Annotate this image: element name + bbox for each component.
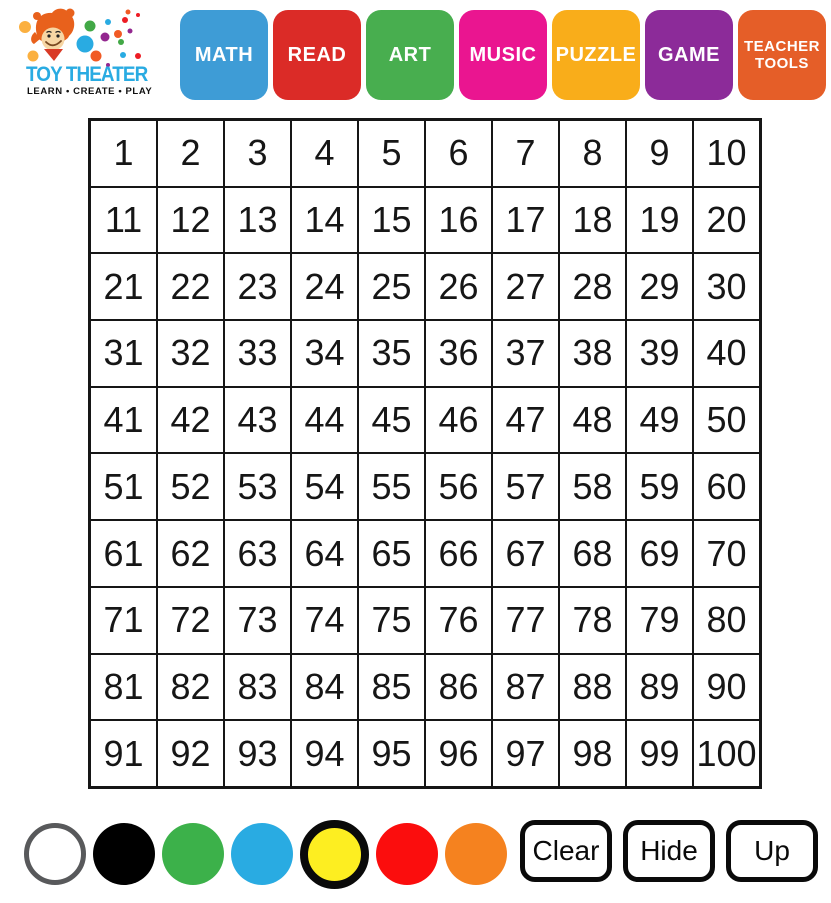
color-swatch-white[interactable] bbox=[24, 823, 86, 885]
chart-cell-1[interactable]: 1 bbox=[91, 121, 156, 186]
chart-cell-38[interactable]: 38 bbox=[560, 321, 625, 386]
chart-cell-37[interactable]: 37 bbox=[493, 321, 558, 386]
chart-cell-54[interactable]: 54 bbox=[292, 454, 357, 519]
chart-cell-14[interactable]: 14 bbox=[292, 188, 357, 253]
logo-tagline: LEARN • CREATE • PLAY bbox=[27, 86, 153, 97]
chart-cell-74[interactable]: 74 bbox=[292, 588, 357, 653]
color-swatch-yellow[interactable] bbox=[300, 820, 369, 889]
chart-cell-7[interactable]: 7 bbox=[493, 121, 558, 186]
chart-cell-43[interactable]: 43 bbox=[225, 388, 290, 453]
chart-cell-48[interactable]: 48 bbox=[560, 388, 625, 453]
chart-cell-40[interactable]: 40 bbox=[694, 321, 759, 386]
chart-cell-41[interactable]: 41 bbox=[91, 388, 156, 453]
color-swatch-black[interactable] bbox=[93, 823, 155, 885]
chart-cell-77[interactable]: 77 bbox=[493, 588, 558, 653]
chart-cell-23[interactable]: 23 bbox=[225, 254, 290, 319]
chart-cell-21[interactable]: 21 bbox=[91, 254, 156, 319]
chart-cell-75[interactable]: 75 bbox=[359, 588, 424, 653]
chart-cell-56[interactable]: 56 bbox=[426, 454, 491, 519]
chart-cell-52[interactable]: 52 bbox=[158, 454, 223, 519]
jester-icon bbox=[18, 6, 170, 68]
clear-button[interactable]: Clear bbox=[520, 820, 612, 882]
color-swatch-blue[interactable] bbox=[231, 823, 293, 885]
chart-cell-73[interactable]: 73 bbox=[225, 588, 290, 653]
main-nav bbox=[180, 10, 826, 100]
chart-cell-31[interactable]: 31 bbox=[91, 321, 156, 386]
chart-cell-68[interactable]: 68 bbox=[560, 521, 625, 586]
chart-cell-79[interactable]: 79 bbox=[627, 588, 692, 653]
chart-cell-35[interactable]: 35 bbox=[359, 321, 424, 386]
chart-cell-94[interactable]: 94 bbox=[292, 721, 357, 786]
chart-cell-83[interactable]: 83 bbox=[225, 655, 290, 720]
nav-button-math[interactable]: MATH bbox=[180, 10, 268, 100]
chart-cell-64[interactable]: 64 bbox=[292, 521, 357, 586]
chart-cell-17[interactable]: 17 bbox=[493, 188, 558, 253]
chart-cell-12[interactable]: 12 bbox=[158, 188, 223, 253]
chart-cell-86[interactable]: 86 bbox=[426, 655, 491, 720]
nav-button-music[interactable]: MUSIC bbox=[459, 10, 547, 100]
chart-cell-88[interactable]: 88 bbox=[560, 655, 625, 720]
nav-button-game[interactable]: GAME bbox=[645, 10, 733, 100]
chart-cell-30[interactable]: 30 bbox=[694, 254, 759, 319]
chart-cell-91[interactable]: 91 bbox=[91, 721, 156, 786]
chart-cell-58[interactable]: 58 bbox=[560, 454, 625, 519]
chart-cell-61[interactable]: 61 bbox=[91, 521, 156, 586]
logo-title: TOY THEATER bbox=[26, 63, 148, 86]
chart-cell-19[interactable]: 19 bbox=[627, 188, 692, 253]
chart-cell-63[interactable]: 63 bbox=[225, 521, 290, 586]
chart-cell-13[interactable]: 13 bbox=[225, 188, 290, 253]
chart-cell-47[interactable]: 47 bbox=[493, 388, 558, 453]
chart-cell-2[interactable]: 2 bbox=[158, 121, 223, 186]
chart-cell-50[interactable]: 50 bbox=[694, 388, 759, 453]
chart-cell-45[interactable]: 45 bbox=[359, 388, 424, 453]
chart-cell-27[interactable]: 27 bbox=[493, 254, 558, 319]
chart-cell-95[interactable]: 95 bbox=[359, 721, 424, 786]
chart-cell-3[interactable]: 3 bbox=[225, 121, 290, 186]
chart-cell-89[interactable]: 89 bbox=[627, 655, 692, 720]
chart-cell-49[interactable]: 49 bbox=[627, 388, 692, 453]
chart-cell-97[interactable]: 97 bbox=[493, 721, 558, 786]
chart-cell-32[interactable]: 32 bbox=[158, 321, 223, 386]
chart-cell-39[interactable]: 39 bbox=[627, 321, 692, 386]
chart-cell-59[interactable]: 59 bbox=[627, 454, 692, 519]
nav-button-teacher-tools[interactable]: TEACHER TOOLS bbox=[738, 10, 826, 100]
chart-cell-16[interactable]: 16 bbox=[426, 188, 491, 253]
chart-cell-24[interactable]: 24 bbox=[292, 254, 357, 319]
nav-button-puzzle[interactable]: PUZZLE bbox=[552, 10, 640, 100]
chart-cell-15[interactable]: 15 bbox=[359, 188, 424, 253]
chart-cell-72[interactable]: 72 bbox=[158, 588, 223, 653]
color-swatch-orange[interactable] bbox=[445, 823, 507, 885]
chart-cell-92[interactable]: 92 bbox=[158, 721, 223, 786]
chart-cell-87[interactable]: 87 bbox=[493, 655, 558, 720]
chart-cell-66[interactable]: 66 bbox=[426, 521, 491, 586]
chart-cell-99[interactable]: 99 bbox=[627, 721, 692, 786]
chart-cell-53[interactable]: 53 bbox=[225, 454, 290, 519]
chart-cell-96[interactable]: 96 bbox=[426, 721, 491, 786]
chart-cell-22[interactable]: 22 bbox=[158, 254, 223, 319]
hundred-chart bbox=[88, 118, 762, 789]
chart-cell-34[interactable]: 34 bbox=[292, 321, 357, 386]
color-palette bbox=[24, 819, 507, 889]
toy-theater-logo[interactable] bbox=[18, 6, 170, 106]
chart-cell-4[interactable]: 4 bbox=[292, 121, 357, 186]
chart-cell-71[interactable]: 71 bbox=[91, 588, 156, 653]
chart-cell-85[interactable]: 85 bbox=[359, 655, 424, 720]
hide-button[interactable]: Hide bbox=[623, 820, 715, 882]
chart-cell-93[interactable]: 93 bbox=[225, 721, 290, 786]
chart-cell-10[interactable]: 10 bbox=[694, 121, 759, 186]
color-swatch-red[interactable] bbox=[376, 823, 438, 885]
chart-cell-76[interactable]: 76 bbox=[426, 588, 491, 653]
chart-cell-55[interactable]: 55 bbox=[359, 454, 424, 519]
chart-cell-78[interactable]: 78 bbox=[560, 588, 625, 653]
chart-cell-25[interactable]: 25 bbox=[359, 254, 424, 319]
chart-cell-62[interactable]: 62 bbox=[158, 521, 223, 586]
chart-cell-8[interactable]: 8 bbox=[560, 121, 625, 186]
action-buttons bbox=[520, 820, 818, 882]
chart-cell-67[interactable]: 67 bbox=[493, 521, 558, 586]
chart-cell-65[interactable]: 65 bbox=[359, 521, 424, 586]
color-swatch-green[interactable] bbox=[162, 823, 224, 885]
chart-cell-33[interactable]: 33 bbox=[225, 321, 290, 386]
nav-button-art[interactable]: ART bbox=[366, 10, 454, 100]
chart-cell-11[interactable]: 11 bbox=[91, 188, 156, 253]
nav-button-read[interactable]: READ bbox=[273, 10, 361, 100]
chart-cell-28[interactable]: 28 bbox=[560, 254, 625, 319]
chart-cell-98[interactable]: 98 bbox=[560, 721, 625, 786]
chart-cell-81[interactable]: 81 bbox=[91, 655, 156, 720]
chart-cell-60[interactable]: 60 bbox=[694, 454, 759, 519]
chart-cell-9[interactable]: 9 bbox=[627, 121, 692, 186]
chart-cell-80[interactable]: 80 bbox=[694, 588, 759, 653]
chart-cell-36[interactable]: 36 bbox=[426, 321, 491, 386]
chart-cell-51[interactable]: 51 bbox=[91, 454, 156, 519]
chart-cell-70[interactable]: 70 bbox=[694, 521, 759, 586]
chart-cell-84[interactable]: 84 bbox=[292, 655, 357, 720]
chart-cell-90[interactable]: 90 bbox=[694, 655, 759, 720]
chart-cell-46[interactable]: 46 bbox=[426, 388, 491, 453]
chart-cell-29[interactable]: 29 bbox=[627, 254, 692, 319]
chart-cell-82[interactable]: 82 bbox=[158, 655, 223, 720]
chart-cell-20[interactable]: 20 bbox=[694, 188, 759, 253]
chart-cell-26[interactable]: 26 bbox=[426, 254, 491, 319]
chart-cell-100[interactable]: 100 bbox=[694, 721, 759, 786]
chart-cell-5[interactable]: 5 bbox=[359, 121, 424, 186]
chart-cell-6[interactable]: 6 bbox=[426, 121, 491, 186]
chart-cell-42[interactable]: 42 bbox=[158, 388, 223, 453]
chart-cell-69[interactable]: 69 bbox=[627, 521, 692, 586]
chart-cell-44[interactable]: 44 bbox=[292, 388, 357, 453]
chart-cell-18[interactable]: 18 bbox=[560, 188, 625, 253]
up-button[interactable]: Up bbox=[726, 820, 818, 882]
chart-cell-57[interactable]: 57 bbox=[493, 454, 558, 519]
